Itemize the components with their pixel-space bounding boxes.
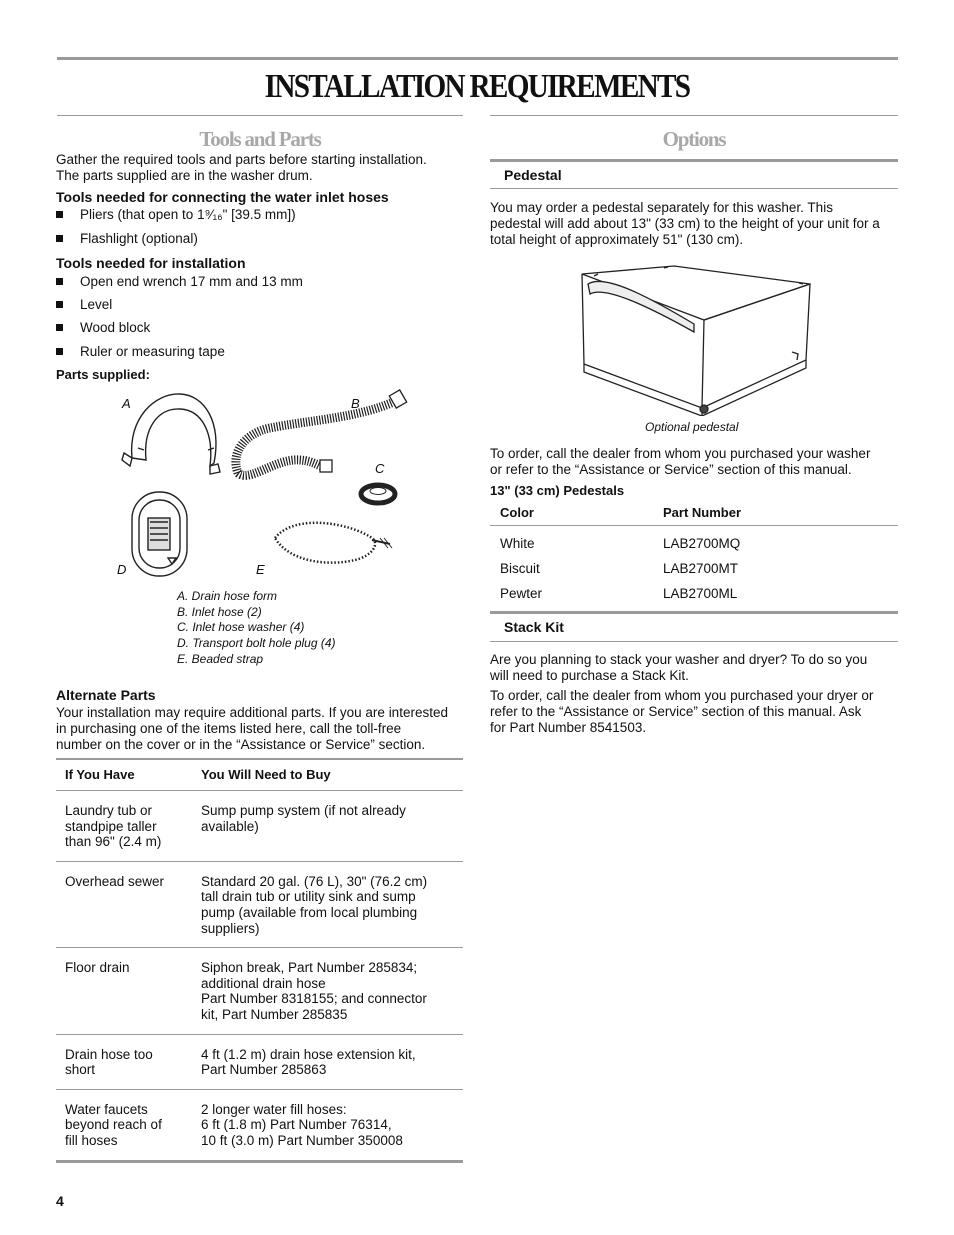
bullet-icon (56, 235, 63, 242)
list-item-text: Pliers (that open to 1⁹⁄₁₆" [39.5 mm]) (80, 206, 296, 222)
cell-line: Overhead sewer (65, 873, 165, 889)
cell-line: Sump pump system (if not already (201, 803, 406, 818)
figure-label-b: B (351, 396, 360, 411)
right-column-rule (490, 115, 898, 116)
column-header-part-number: Part Number (653, 501, 898, 526)
inlet-tools-heading: Tools needed for connecting the water inlet hoses (56, 189, 389, 205)
bullet-icon (56, 301, 63, 308)
pedestal-illustration (574, 264, 814, 416)
order-line: To order, call the dealer from whom you purchased your washer (490, 446, 871, 461)
table-cell: Biscuit (500, 561, 540, 576)
alternate-parts-line: in purchasing one of the items listed here, call the toll-free (56, 721, 402, 736)
left-column-rule (57, 115, 463, 116)
stack-kit-heading: Stack Kit (504, 619, 564, 635)
page-number: 4 (56, 1193, 64, 1209)
tools-parts-heading: Tools and Parts (199, 127, 321, 151)
table-row (56, 861, 463, 947)
alternate-parts-table (56, 758, 463, 1163)
cell-line: Laundry tub or (65, 803, 153, 818)
column-header-need-to-buy: You Will Need to Buy (192, 759, 463, 791)
cell-line: than 96" (2.4 m) (65, 834, 162, 850)
table-cell: Pewter (500, 586, 543, 601)
bullet-icon (56, 324, 63, 331)
list-item (56, 205, 296, 223)
table-cell: LAB2700MT (663, 561, 739, 576)
cell-line: tall drain tub or utility sink and sump (201, 889, 416, 905)
pedestal-caption: Optional pedestal (645, 420, 739, 434)
cell-line: available) (201, 818, 259, 834)
figure-label-e: E (256, 562, 265, 577)
table-cell (56, 1034, 192, 1089)
inlet-hose-washer-icon (361, 485, 395, 503)
list-item-text: Ruler or measuring tape (80, 343, 225, 359)
cell-line: short (65, 1062, 96, 1078)
alternate-parts-line: Your installation may require additional parts. If you are interested (56, 705, 448, 720)
caption-line: C. Inlet hose washer (4) (177, 620, 305, 635)
stack-line: To order, call the dealer from whom you purchased your dryer or (490, 688, 874, 703)
cell-line: beyond reach of (65, 1117, 162, 1133)
table-cell: LAB2700MQ (663, 536, 741, 551)
order-line: or refer to the “Assistance or Service” section of this manual. (490, 462, 852, 477)
pedestal-line: pedestal will add about 13" (33 cm) to the height of your unit for a (490, 216, 880, 231)
table-cell: White (500, 536, 535, 551)
table-header-row (490, 501, 898, 526)
table-row (56, 1089, 463, 1161)
list-item (56, 272, 303, 290)
table-row (56, 1034, 463, 1089)
bullet-icon (56, 211, 63, 218)
table-row (56, 948, 463, 1034)
list-item-text: Flashlight (optional) (80, 230, 198, 246)
stack-line: will need to purchase a Stack Kit. (490, 668, 689, 683)
cell-line: 2 longer water fill hoses: (201, 1101, 347, 1117)
table-row (490, 556, 898, 581)
table-cell (56, 861, 192, 947)
table-cell (56, 791, 192, 862)
cell-line: 10 ft (3.0 m) Part Number 350008 (201, 1132, 403, 1148)
tools-intro-line-2: The parts supplied are in the washer drum. (56, 168, 313, 183)
pedestal-line: You may order a pedestal separately for this washer. This (490, 200, 833, 215)
cell-line: fill hoses (65, 1132, 118, 1148)
figure-label-c: C (375, 461, 385, 476)
install-tools-heading: Tools needed for installation (56, 255, 246, 271)
table-cell (192, 791, 463, 862)
list-item (56, 295, 112, 313)
cell-line: additional drain hose (201, 975, 326, 991)
cell-line: Siphon break, Part Number 285834; (201, 960, 418, 976)
alternate-parts-line: number on the cover or in the “Assistance or Service” section. (56, 737, 426, 752)
pedestal-line: total height of approximately 51" (130 cm). (490, 232, 744, 247)
cell-line: Standard 20 gal. (76 L), 30" (76.2 cm) (201, 873, 428, 889)
page-title: INSTALLATION REQUIREMENTS (264, 68, 690, 105)
table-row (490, 581, 898, 606)
alternate-parts-heading: Alternate Parts (56, 687, 156, 703)
table-cell (192, 948, 463, 1034)
list-item (56, 318, 150, 336)
parts-caption (177, 589, 336, 668)
table-cell (192, 1089, 463, 1161)
table-cell (192, 861, 463, 947)
parts-supplied-heading: Parts supplied: (56, 367, 150, 382)
cell-line: standpipe taller (65, 818, 157, 834)
pedestal-heading: Pedestal (504, 167, 562, 183)
cell-line: suppliers) (201, 920, 260, 936)
table-header-row (56, 759, 463, 791)
table-row (56, 791, 463, 862)
top-rule (57, 57, 898, 60)
beaded-strap-icon (275, 523, 392, 563)
pedestal-rule-bottom (490, 188, 898, 189)
caption-line: A. Drain hose form (177, 589, 278, 603)
parts-illustration (110, 388, 420, 588)
cell-line: pump (available from local plumbing (201, 904, 418, 920)
stack-rule-bottom (490, 641, 898, 642)
cell-line: Part Number 8318155; and connector (201, 991, 427, 1007)
stack-rule-top (490, 611, 898, 614)
caption-line: E. Beaded strap (177, 651, 264, 666)
list-item-text: Level (80, 296, 113, 312)
cell-line: Part Number 285863 (201, 1062, 327, 1078)
figure-label-d: D (117, 562, 127, 577)
cell-line: 4 ft (1.2 m) drain hose extension kit, (201, 1046, 416, 1062)
cell-line: Water faucets (65, 1101, 148, 1117)
table-cell (56, 948, 192, 1034)
figure-label-a: A (122, 396, 131, 411)
cell-line: Drain hose too (65, 1046, 153, 1062)
table-cell (192, 1034, 463, 1089)
list-item (56, 342, 225, 360)
drain-hose-form-icon (122, 394, 220, 474)
table-cell (56, 1089, 192, 1161)
pedestals-table-title: 13" (33 cm) Pedestals (490, 483, 625, 498)
pedestals-table (490, 501, 898, 606)
cell-line: kit, Part Number 285835 (201, 1006, 348, 1022)
stack-line: for Part Number 8541503. (490, 720, 647, 735)
caption-line: D. Transport bolt hole plug (4) (177, 636, 336, 651)
column-header-color: Color (490, 501, 653, 526)
stack-line: refer to the “Assistance or Service” section of this manual. Ask (490, 704, 862, 719)
table-row (490, 526, 898, 557)
bullet-icon (56, 348, 63, 355)
options-heading: Options (662, 127, 726, 151)
tools-intro-line-1: Gather the required tools and parts before starting installation. (56, 152, 427, 167)
cell-line: 6 ft (1.8 m) Part Number 76314, (201, 1117, 392, 1133)
table-cell: LAB2700ML (663, 586, 738, 601)
list-item-text: Open end wrench 17 mm and 13 mm (80, 273, 303, 289)
stack-line: Are you planning to stack your washer and dryer? To do so you (490, 652, 868, 667)
list-item (56, 229, 198, 247)
column-header-if-you-have: If You Have (56, 759, 192, 791)
transport-bolt-plug-icon (132, 492, 187, 576)
pedestal-rule-top (490, 159, 898, 162)
cell-line: Floor drain (65, 960, 130, 976)
bullet-icon (56, 278, 63, 285)
list-item-text: Wood block (80, 319, 151, 335)
caption-line: B. Inlet hose (2) (177, 604, 262, 619)
